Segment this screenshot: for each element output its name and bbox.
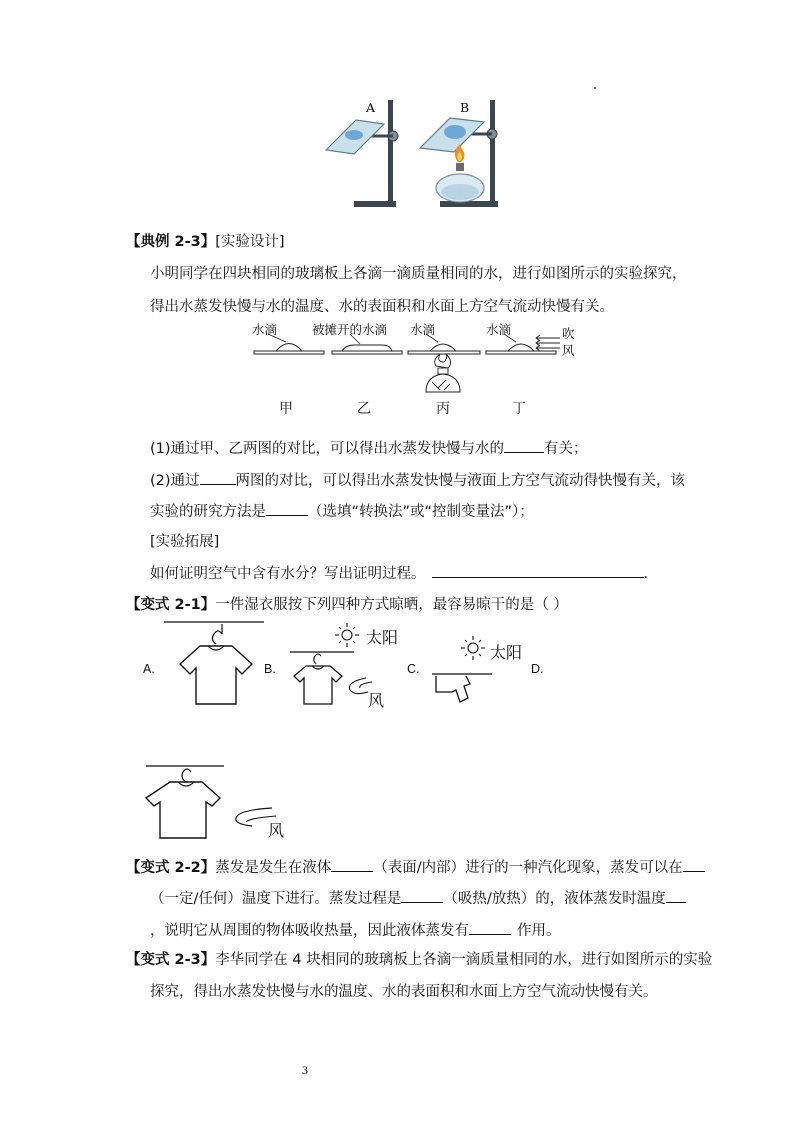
question-2-blank-b[interactable] [266,501,308,516]
stand-label-a: A [366,100,376,115]
question-2-method-text: 实验的研究方法是 [150,504,266,520]
variant-2-2-blank-1[interactable] [331,857,373,872]
variant-2-3-line1 [126,950,712,970]
stand-apparatus-drawing [320,94,510,212]
option-d-wind-label: 风 [268,821,285,840]
example-intro-line2: 得出水蒸发快慢与水的温度、水的表面积和水面上方空气流动快慢有关。 [150,299,614,315]
speck-dot [594,87,596,89]
variant-2-2-text-a: 蒸发是发生在液体 [215,860,332,876]
label-water-drop-1: 水滴 [252,322,278,337]
example-heading-line [126,232,285,252]
question-1-blank[interactable] [504,438,544,453]
variant-2-2-blank-5[interactable] [469,920,511,935]
variant-2-2-text-d: （吸热/放热）的，液体蒸发时温度 [443,891,666,907]
extension-tag: [实验拓展] [150,534,220,550]
example-tag: [实验设计] [215,234,285,250]
label-water-drop-3: 水滴 [410,322,436,337]
variant-2-1-heading: 【变式 2-1】 [126,597,216,613]
option-c-label[interactable]: C. [407,662,420,676]
variant-2-2-text-f: 作用。 [517,923,561,939]
variant-2-2-blank-3[interactable] [401,888,443,903]
label-wind: 风 [562,343,575,358]
label-blow: 吹 [562,326,575,341]
question-1-text: (1)通过甲、乙两图的对比，可以得出水蒸发快慢与水的 [150,441,505,457]
variant-2-2-line3 [150,920,561,941]
variant-2-3-line2: 探究，得出水蒸发快慢与水的温度、水的表面积和水面上方空气流动快慢有关。 [150,984,658,1000]
variant-2-3-text-line1: 李华同学在 4 块相同的玻璃板上各滴一滴质量相同的水，进行如图所示的实验 [215,952,713,968]
variant-2-2-line2 [150,888,686,909]
page-number: 3 [302,1063,308,1077]
variant-2-1-line [126,595,568,615]
option-a-label[interactable]: A. [143,662,155,676]
extension-end: . [643,566,649,582]
option-d-label[interactable]: D. [531,662,544,676]
variant-2-2-text-e: ，说明它从周围的物体吸收热量，因此液体蒸发有 [150,923,469,939]
variant-2-2-line1 [126,857,705,878]
question-1 [150,438,588,459]
label-spread-water-drop: 被摊开的水滴 [312,322,388,337]
variant-2-2-heading: 【变式 2-2】 [126,860,216,876]
stand-label-b: B [460,100,470,115]
variant-2-2-text-b: （表面/内部）进行的一种汽化现象，蒸发可以在 [373,860,683,876]
caption-yi: 乙 [357,401,371,417]
option-b-sun-label: 太阳 [366,628,399,647]
question-2-line2 [150,501,534,522]
label-water-drop-4: 水滴 [486,322,512,337]
caption-bing: 丙 [436,401,450,417]
option-b-wind-label: 风 [368,691,385,710]
variant-2-1-question: 一件湿衣服按下列四种方式晾晒，最容易晾干的是（ ） [215,597,568,613]
extension-answer-blank[interactable] [432,563,644,578]
sun-icon [335,623,359,647]
question-2-blank-a[interactable] [200,470,236,485]
variant-2-2-blank-4[interactable] [666,888,686,903]
option-c-sun-label: 太阳 [490,643,523,662]
water-drop-figure [250,318,590,422]
caption-jia: 甲 [279,401,293,417]
option-b-label[interactable]: B. [264,662,276,676]
example-intro-line1: 小明同学在四块相同的玻璃板上各滴一滴质量相同的水，进行如图所示的实验探究， [150,266,687,282]
question-2-text-rest: 两图的对比，可以得出水蒸发快慢与液面上方空气流动得快慢有关，该 [235,473,686,489]
caption-ding: 丁 [512,401,526,417]
question-2-text: (2)通过 [150,473,200,489]
question-2 [150,470,685,491]
extension-question-line [150,563,648,584]
stand-figure [320,94,510,212]
option-a-shirt-drawing [160,618,270,708]
extension-question: 如何证明空气中含有水分？写出证明过程。 [150,566,426,582]
question-2-method-options: （选填“转换法”或“控制变量法”）； [308,504,534,520]
variant-2-3-heading: 【变式 2-3】 [126,952,216,968]
sun-icon [461,636,485,660]
question-1-end: 有关； [544,441,588,457]
example-heading: 【典例 2-3】 [126,234,216,250]
variant-2-2-text-c: （一定/任何）温度下进行。蒸发过程是 [150,891,402,907]
variant-2-2-blank-2[interactable] [683,857,705,872]
